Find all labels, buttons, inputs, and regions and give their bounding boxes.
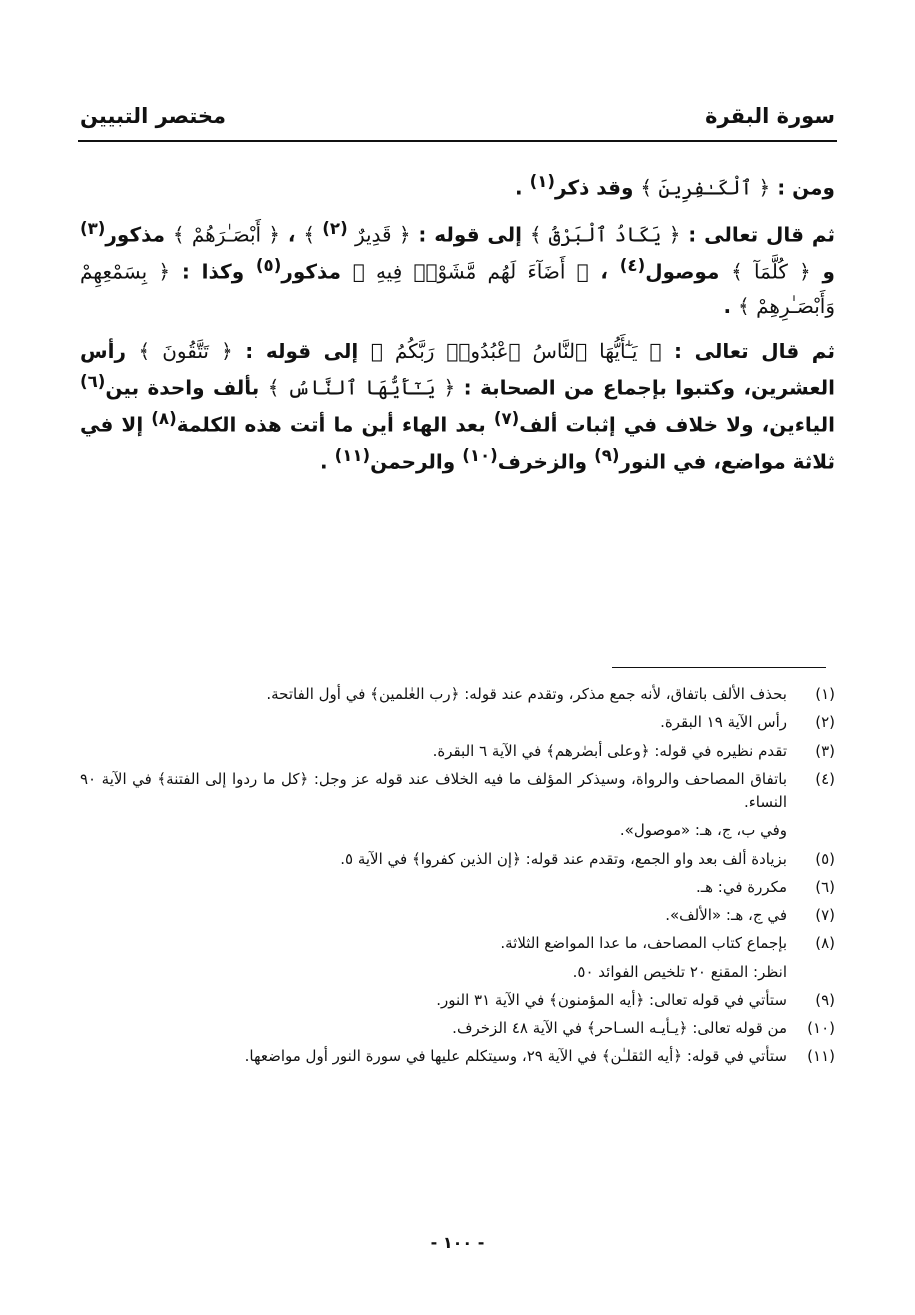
header-rule [78, 140, 837, 142]
text-run: ثم قال تعالى : [661, 338, 835, 363]
footnote-number: (٧) [815, 906, 835, 924]
footnote-text: تقدم نظيره في قوله: ﴿وعلى أبصٰرهم﴾ في الآية ٦ البقرة. [432, 741, 787, 760]
paragraph-2 [80, 215, 835, 323]
footnote-number: (٣) [815, 741, 835, 760]
quran-quote: ﴿ أَضَآءَ لَهُم مَّشَوْا۟ فِيهِ ﴾ [352, 259, 589, 284]
footnote-number: (٤) [815, 769, 835, 788]
footnote-text: رأس الآية ١٩ البقرة. [660, 713, 787, 732]
footnote-6 [80, 876, 835, 899]
page-number: - ١٠٠ - [430, 1233, 485, 1252]
quran-quote: ﴿ كُلَّمَآ ﴾ [731, 259, 811, 284]
footnote-ref[interactable]: (٧) [493, 408, 520, 428]
quran-quote: ﴿ قَدِيرٌ [347, 222, 411, 247]
text-run: ثم قال تعالى : [680, 222, 836, 247]
footnote-text: ستأتي في قوله: ﴿أيه الثقلـٰن﴾ في الآية ٢٩، وسيتكلم عليها في سورة النور أول مواضعها. [244, 1047, 787, 1066]
text-run: إلى قوله : [410, 222, 530, 247]
footnote-text: بإجماع كتاب المصاحف، ما عدا المواضع الثلاثة. [500, 934, 787, 953]
text-run: . [515, 175, 530, 200]
text-run: . [723, 294, 739, 319]
footnote-2 [80, 711, 835, 734]
footnote-ref[interactable]: (٢) [322, 219, 348, 239]
footnote-ref[interactable]: (١) [529, 172, 555, 191]
running-header [80, 88, 835, 128]
quran-quote: ﴿ تَتَّقُونَ ﴾ [138, 338, 233, 363]
footnote-number: (٨) [815, 934, 835, 953]
footnote-7 [80, 904, 835, 927]
text-run: . [320, 449, 335, 474]
footnote-8-extra: انظر: المقنع ٢٠ تلخيص الفوائد ٥٠. [572, 962, 787, 981]
footnote-ref[interactable]: (٩) [594, 446, 620, 466]
text-run: موصول [645, 259, 732, 284]
footnote-ref[interactable]: (٤) [619, 256, 646, 276]
footnote-number: (٢) [815, 713, 835, 732]
footnote-number: (١٠) [807, 1019, 835, 1037]
footnote-1 [80, 683, 835, 706]
text-run: وكذا : [170, 259, 256, 284]
footnote-text: مكررة في: هـ. [695, 877, 787, 896]
text-run: ، [588, 259, 620, 284]
footnote-ref[interactable]: (١١) [334, 446, 371, 466]
text-run: الياءين، ولا خلاف في إثبات ألف [519, 412, 835, 437]
footnote-ref[interactable]: (٥) [255, 256, 282, 276]
text-run: إلى قوله : [232, 338, 371, 363]
footnote-ref[interactable]: (٦) [80, 371, 106, 391]
text-run: ، [280, 222, 304, 247]
footnote-text: ستأتي في قوله تعالى: ﴿أيه المؤمنون﴾ في الآية ٣١ النور. [436, 990, 787, 1009]
footnote-number: (٩) [815, 990, 835, 1009]
quran-quote: ﴿ ٱلْكَـٰفِرِينَ ﴾ [640, 175, 771, 200]
footnote-text: في ج، هـ: «الألف». [665, 906, 787, 924]
footnote-ref[interactable]: (٨) [151, 408, 177, 428]
main-text [80, 168, 835, 489]
text-run: والرحمن [370, 449, 463, 474]
footnote-3 [80, 740, 835, 763]
footnote-ref[interactable]: (١٠) [462, 446, 498, 466]
quran-quote: ﴿ يَكَادُ ٱلْبَرْقُ ﴾ [529, 222, 681, 247]
footnote-separator [612, 667, 826, 668]
footnote-text: بحذف الألف باتفاق، لأنه جمع مذكر، وتقدم عند قوله: ﴿رب العٰلمين﴾ في أول الفاتحة. [266, 685, 787, 703]
header-book-title: مختصر التبيين [80, 104, 227, 128]
text-run: والزخرف [497, 449, 595, 474]
footnote-4-extra: وفي ب، ج، هـ: «موصول». [619, 821, 787, 840]
footnote-number: (٥) [815, 849, 835, 868]
footnotes [80, 683, 835, 1074]
text-run: و [810, 259, 835, 284]
header-surah-title: سورة البقرة [705, 104, 835, 128]
footnote-4 [80, 768, 835, 815]
quran-quote: ﴿ يَـٰٓأَيُّهَا ٱلنَّاسُ ﴾ [267, 375, 456, 400]
text-run: مذكور [281, 259, 353, 284]
footnote-8 [80, 932, 835, 955]
footnote-text: من قوله تعالى: ﴿يـأيـه السـاحر﴾ في الآية ٤٨ الزخرف. [452, 1019, 787, 1037]
text-run: ومن : [770, 175, 835, 200]
footnote-11 [80, 1045, 835, 1068]
quran-quote: ﴿ يَـٰٓأَيُّهَا ٱلنَّاسُ ٱعْبُدُوا۟ رَبَّكُمُ ﴾ [370, 338, 662, 363]
text-run: بألف واحدة بين [105, 375, 268, 400]
text-run: رأس العشرين، وكتبوا بإجماع من الصحابة : [80, 338, 836, 400]
text-run: بعد الهاء أين ما أتت هذه الكلمة [176, 412, 494, 437]
footnote-text: بزيادة ألف بعد واو الجمع، وتقدم عند قوله: ﴿إن الذين كفروا﴾ في الآية ٥. [340, 849, 787, 868]
footnote-9 [80, 989, 835, 1012]
quran-quote: ﴿ بِسَمْعِهِمْ وَأَبْصَـٰرِهِمْ ﴾ [80, 259, 835, 319]
text-run: وقد ذكر [555, 175, 641, 200]
quran-quote: ﴿ أَبْصَـٰرَهُمْ ﴾ [172, 222, 281, 247]
footnote-ref[interactable]: (٣) [80, 219, 106, 239]
footnote-number: (١١) [807, 1047, 835, 1066]
text-run: مذكور [105, 222, 173, 247]
footnote-10 [80, 1017, 835, 1040]
footnote-number: (١) [815, 685, 835, 703]
footnote-text: باتفاق المصاحف والرواة، وسيذكر المؤلف ما فيه الخلاف عند قوله عز وجل: ﴿كل ما ردوا إلى الفتنة﴾ في الآية ٩٠ النساء. [80, 769, 787, 811]
paragraph-1 [80, 168, 835, 205]
footnote-number: (٦) [815, 877, 835, 896]
quran-quote-end: ﴾ [303, 222, 323, 247]
text-run: إلا في ثلاثة مواضع، في النور [80, 412, 835, 474]
footnote-5 [80, 848, 835, 871]
paragraph-3 [80, 334, 835, 480]
